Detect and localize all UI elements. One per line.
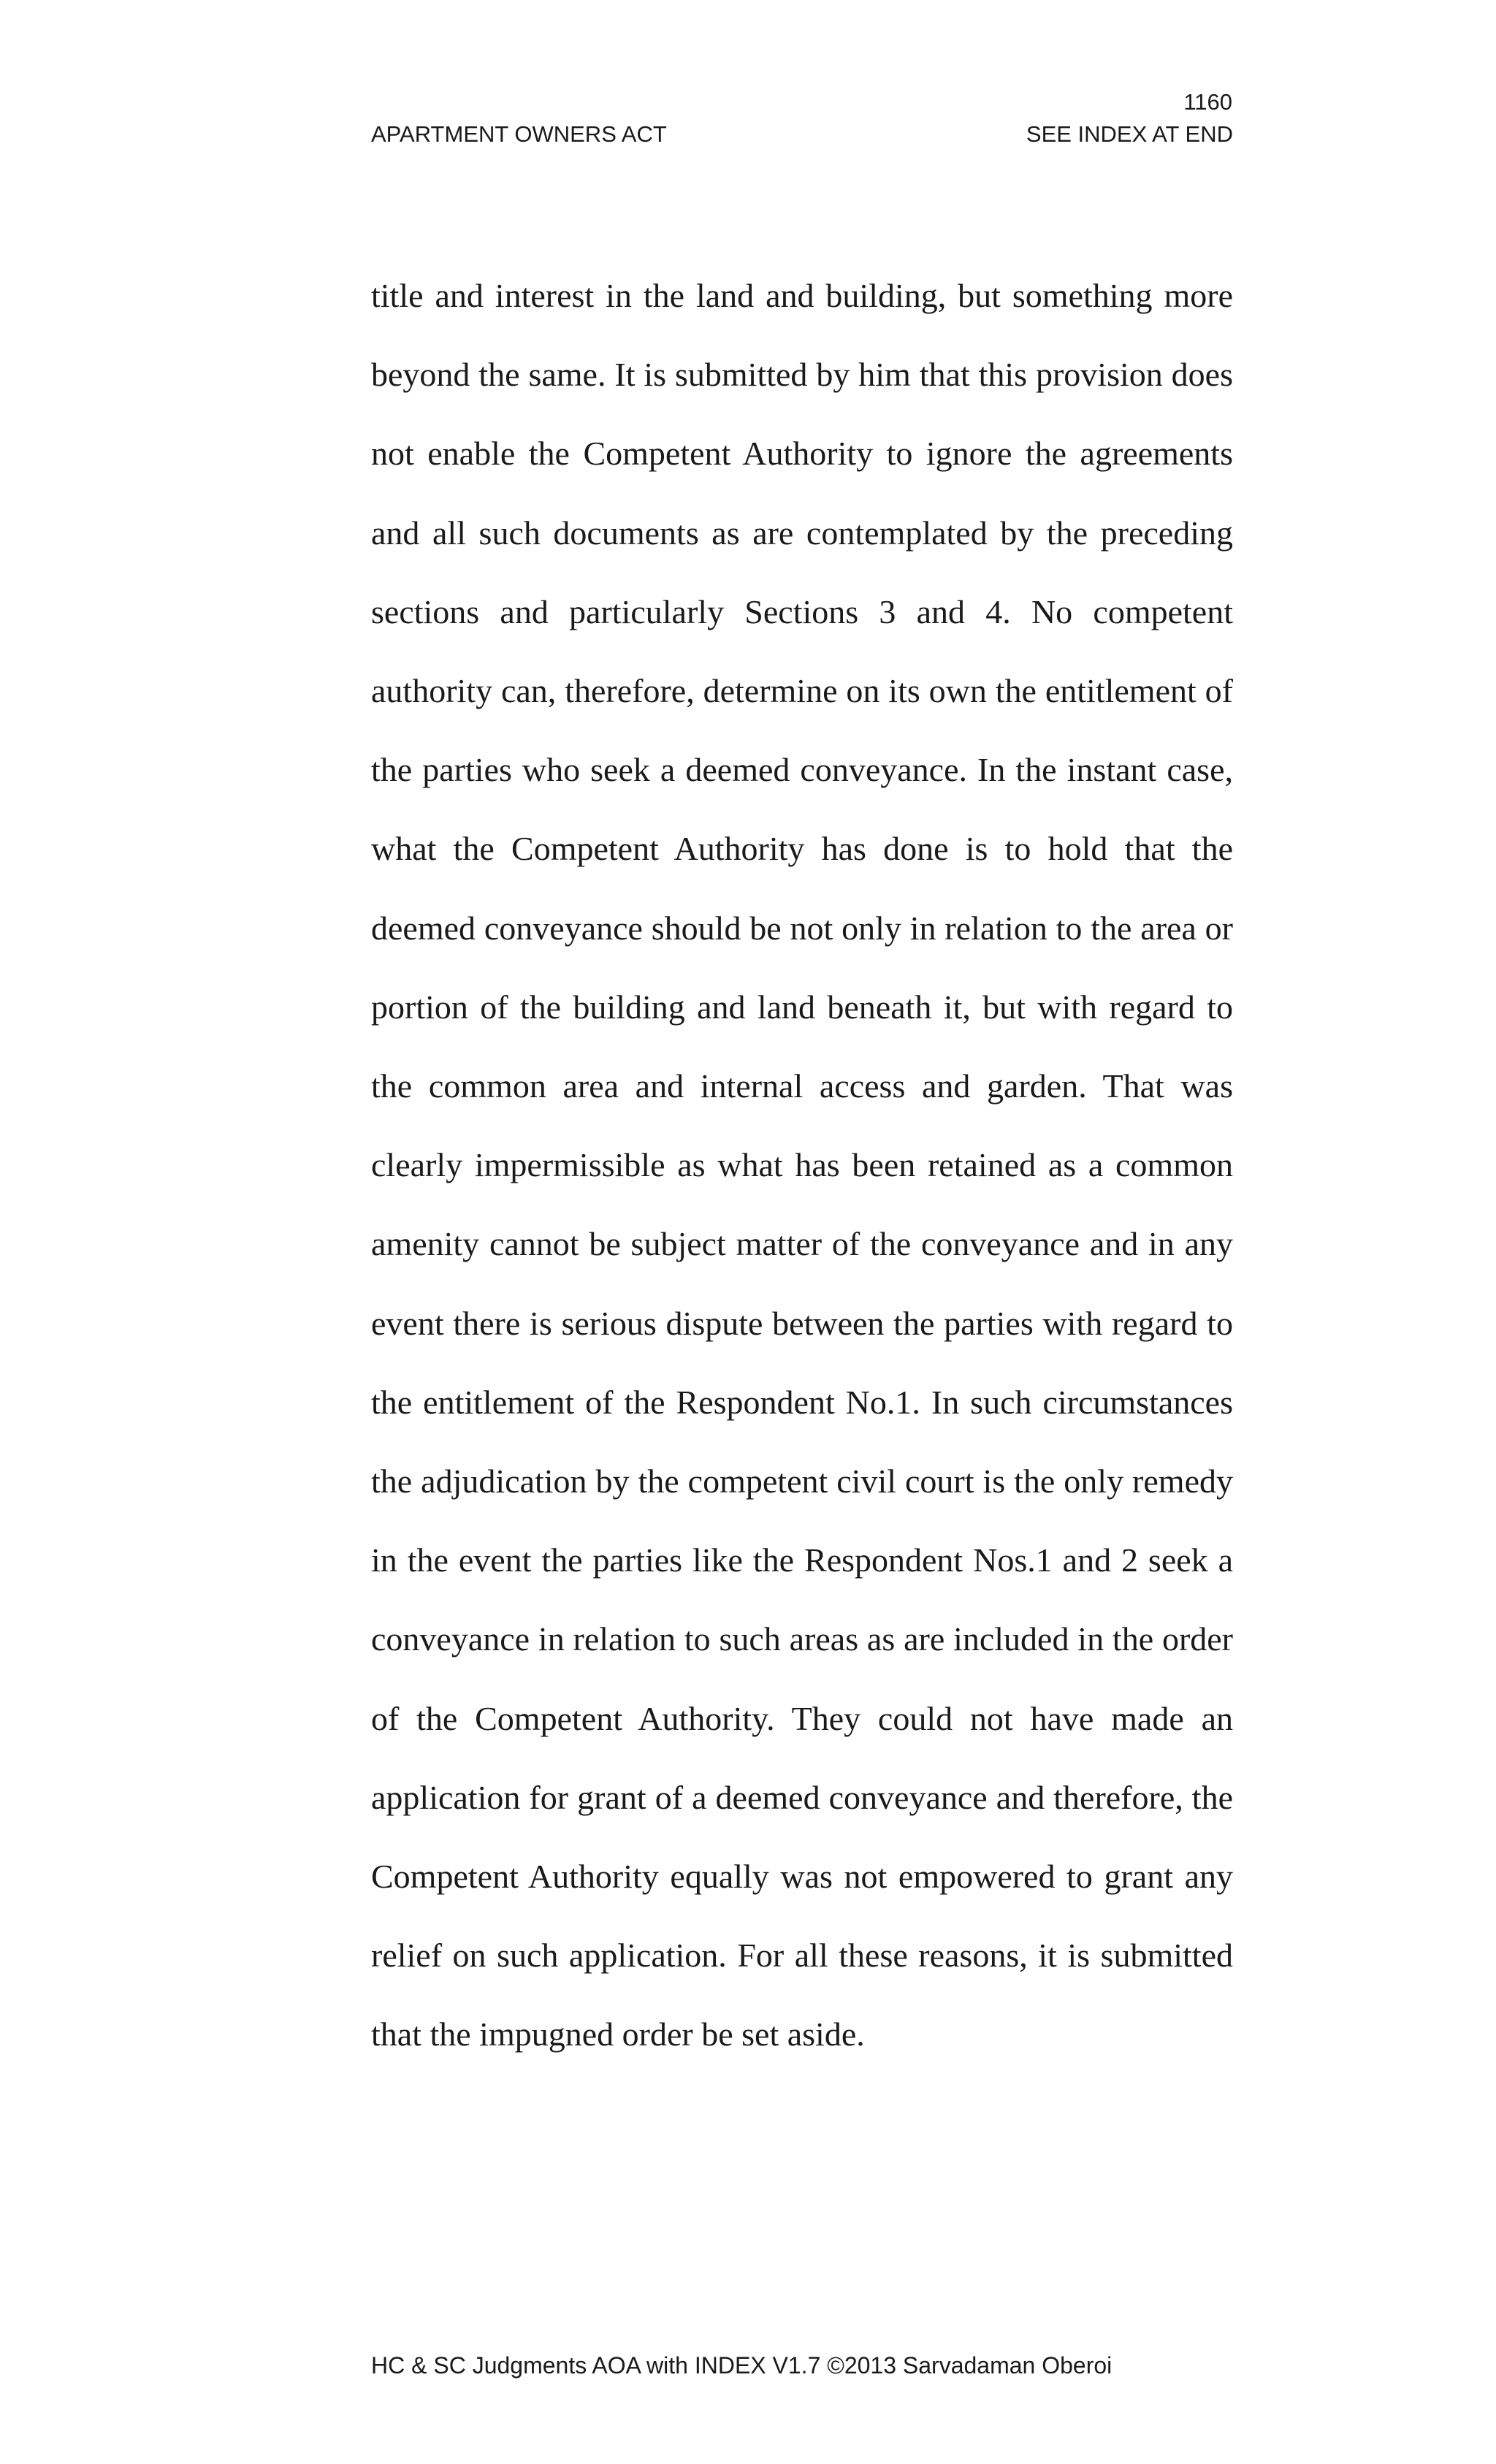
body-paragraph: title and interest in the land and building, but something more beyond the same. It is submitted by him that this provision does not enable the Competent Authority to ignore the agreements and all such documents as are contemplated by the preceding sections and particularly Sections 3 and 4. No competent authority can, therefore, determine on its own the entitlement of the parties who seek a deemed conveyance. In the instant case, what the Competent Authority has done is to hold that the deemed conveyance should be not only in relation to the area or portion of the building and land beneath it, but with regard to the common area and internal access and garden. That was clearly impermissible as what has been retained as a common amenity cannot be subject matter of the conveyance and in any event there is serious dispute between the parties with regard to the entitlement of the Respondent No.1. In such circumstances the adjudication by the competent civil court is the only remedy in the event the parties like the Respondent Nos.1 and 2 seek a conveyance in relation to such areas as are included in the order of the Competent Authority. They could not have made an application for grant of a deemed conveyance and therefore, the Competent Authority equally was not empowered to grant any relief on such application. For all these reasons, it is submitted that the impugned order be set aside. bbox=[371, 277, 1233, 2053]
header-left-title: APARTMENT OWNERS ACT bbox=[371, 121, 667, 147]
page-footer: HC & SC Judgments AOA with INDEX V1.7 ©2013 Sarvadaman Oberoi bbox=[371, 2352, 1113, 2379]
running-header bbox=[371, 120, 1233, 149]
page-number: 1160 bbox=[1183, 89, 1232, 115]
header-right-title: SEE INDEX AT END bbox=[1026, 121, 1233, 147]
